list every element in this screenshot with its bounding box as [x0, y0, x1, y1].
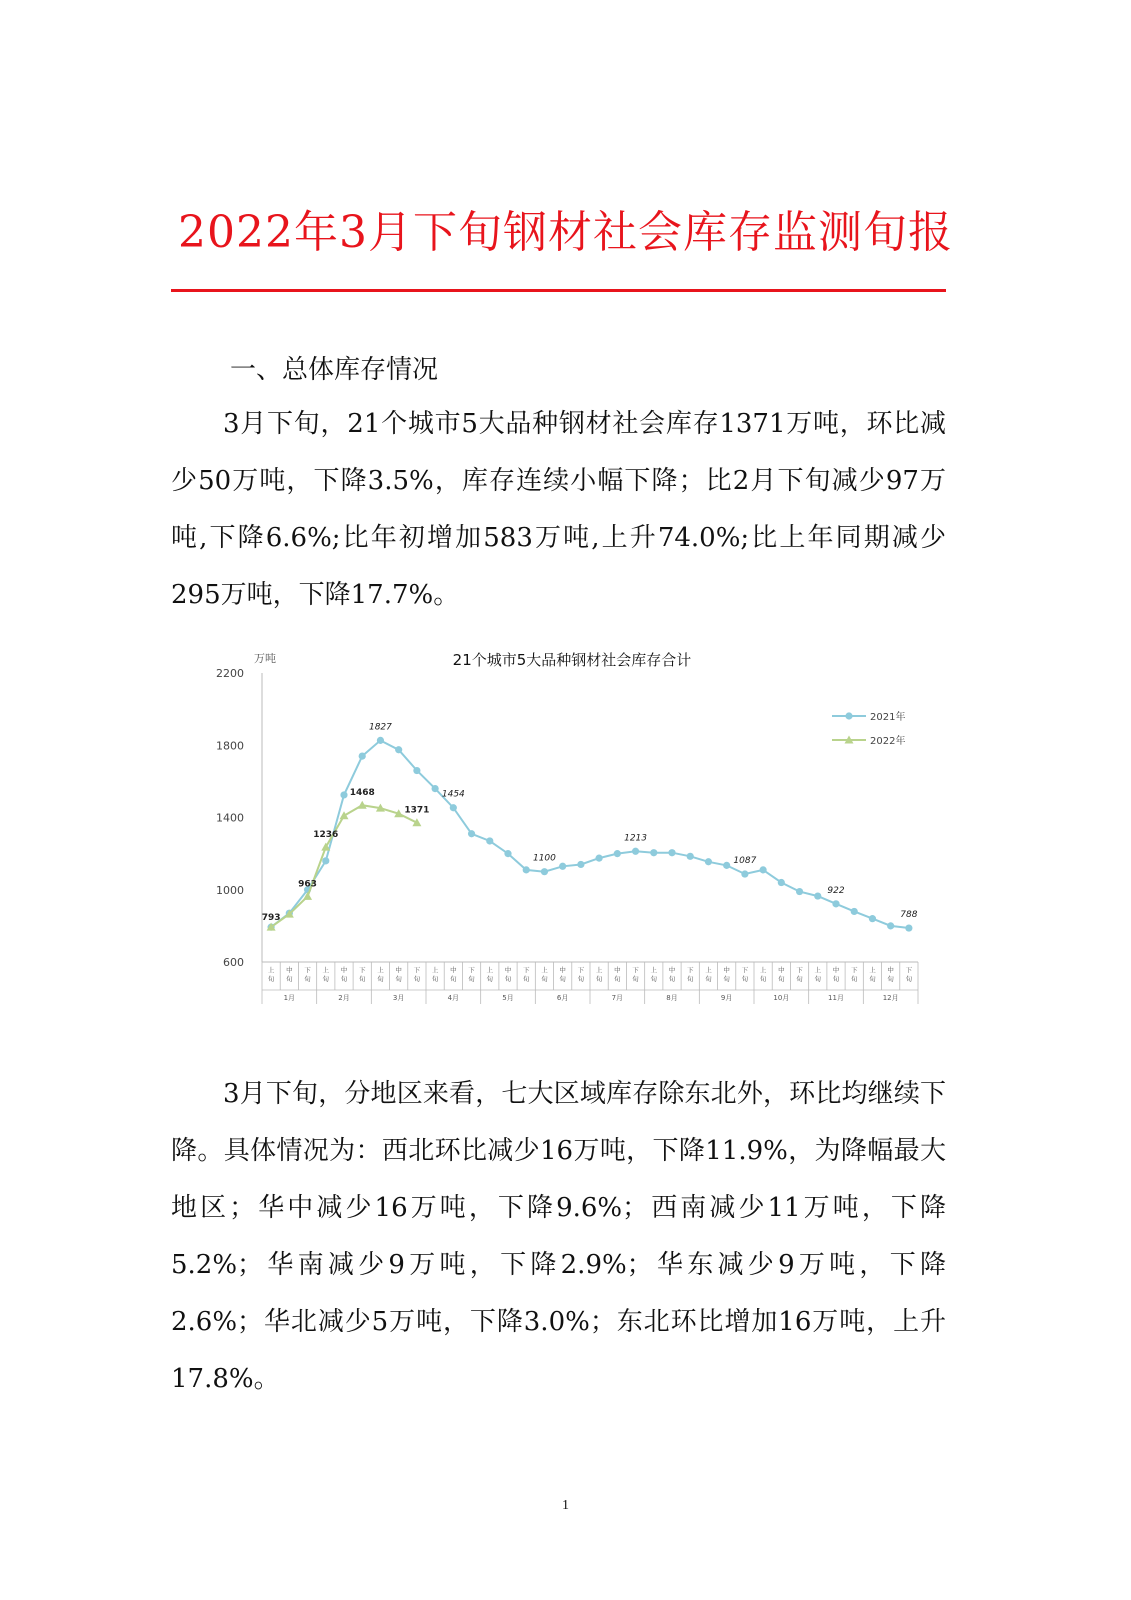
x-tick-label-char2: 旬 [304, 975, 311, 983]
x-tick-label-char1: 下 [468, 966, 475, 974]
x-tick-label-char1: 上 [705, 966, 712, 974]
data-point-2021 [450, 804, 457, 811]
x-tick-label-char2: 旬 [632, 975, 639, 983]
month-label: 1月 [283, 994, 296, 1002]
x-tick-label-char2: 旬 [723, 975, 730, 983]
x-tick-label-char2: 旬 [413, 975, 421, 983]
data-point-2021 [796, 888, 803, 895]
data-label: 1371 [404, 805, 430, 816]
x-tick-label-char1: 上 [814, 966, 822, 974]
data-label: 1087 [733, 856, 757, 867]
x-tick-label-char1: 上 [486, 966, 494, 974]
data-point-2021 [851, 908, 858, 915]
data-label: 793 [261, 913, 281, 924]
month-label: 6月 [556, 994, 569, 1002]
x-tick-label-char1: 上 [377, 966, 384, 974]
month-label: 9月 [720, 994, 733, 1002]
data-point-2021 [468, 830, 475, 837]
x-tick-label-char1: 中 [723, 966, 730, 974]
data-label: 1454 [441, 789, 465, 800]
month-label: 4月 [447, 994, 460, 1002]
x-tick-label-char2: 旬 [322, 975, 330, 983]
data-label: 922 [827, 885, 845, 896]
month-label: 3月 [392, 994, 405, 1002]
y-tick-label: 1000 [216, 883, 244, 897]
x-tick-label-char1: 下 [686, 966, 694, 974]
x-tick-label-char1: 下 [905, 966, 913, 974]
month-label: 2月 [338, 994, 350, 1002]
x-tick-label-char2: 旬 [377, 975, 384, 983]
x-tick-label-char1: 中 [504, 966, 512, 974]
x-tick-label-char2: 旬 [286, 975, 293, 983]
x-tick-label-char2: 旬 [905, 975, 913, 983]
data-label: 1236 [313, 830, 339, 841]
data-point-2021 [887, 922, 894, 929]
x-tick-label-char1: 中 [395, 966, 402, 974]
x-tick-label-char1: 中 [614, 966, 621, 974]
data-point-2021 [832, 900, 839, 907]
y-tick-label: 1800 [216, 739, 244, 753]
x-tick-label-char2: 旬 [577, 975, 585, 983]
x-tick-label-char1: 下 [413, 966, 421, 974]
data-point-2021 [577, 861, 584, 868]
data-point-2021 [778, 879, 785, 886]
data-label: 1468 [349, 788, 375, 799]
x-tick-label-char2: 旬 [741, 975, 749, 983]
x-tick-label-char1: 上 [322, 966, 330, 974]
data-point-2021 [814, 892, 821, 899]
summary-paragraph: 3月下旬，21个城市5大品种钢材社会库存1371万吨，环比减少50万吨，下降3.5%，库存连续小幅下降；比2月下旬减少97万吨,下降6.6%;比年初增加583万吨,上升74.0%;比上年同期减少295万吨，下降17.7%。 [171, 409, 946, 610]
x-tick-label-char1: 上 [650, 966, 658, 974]
legend-label: 2022年 [870, 736, 906, 747]
x-tick-label-char2: 旬 [450, 975, 457, 983]
chart-title: 21个城市5大品种钢材社会库存合计 [452, 651, 692, 669]
data-label: 1100 [532, 853, 556, 864]
data-point-2021 [413, 767, 420, 774]
regional-paragraph: 3月下旬，分地区来看，七大区域库存除东北外，环比均继续下降。具体情况为：西北环比减少16万吨，下降11.9%，为降幅最大地区；华中减少16万吨，下降9.6%；西南减少11万吨，下降5.2%；华南减少9万吨，下降2.9%；华东减少9万吨，下降2.6%；华北减少5万吨，下降3.0%；东北环比增加16万吨，上升17.8%。 [171, 1079, 946, 1394]
x-tick-label-char2: 旬 [486, 975, 494, 983]
x-tick-label-char2: 旬 [668, 975, 676, 983]
x-tick-label-char1: 上 [759, 966, 767, 974]
page-number: 1 [562, 1498, 569, 1513]
data-point-2021 [614, 850, 621, 857]
x-tick-label-char1: 上 [595, 966, 603, 974]
data-label: 963 [298, 879, 317, 890]
x-tick-label-char1: 中 [340, 966, 348, 974]
x-tick-label-char1: 上 [869, 966, 876, 974]
month-label: 12月 [882, 994, 899, 1002]
section-heading: 一、总体库存情况 [230, 355, 439, 385]
x-tick-label-char1: 中 [668, 966, 676, 974]
x-tick-label-char1: 下 [850, 966, 858, 974]
x-tick-label-char2: 旬 [395, 975, 402, 983]
x-tick-label-char1: 中 [559, 966, 566, 974]
x-tick-label-char2: 旬 [468, 975, 475, 983]
x-tick-label-char1: 中 [778, 966, 785, 974]
y-tick-label: 600 [223, 956, 244, 969]
data-point-2021 [432, 785, 439, 792]
x-tick-label-char1: 上 [541, 966, 548, 974]
x-tick-label-char1: 下 [741, 966, 749, 974]
x-tick-label-char1: 下 [358, 966, 366, 974]
y-axis-unit-label: 万吨 [254, 652, 276, 665]
y-tick-label: 1400 [216, 811, 244, 825]
x-tick-label-char2: 旬 [705, 975, 712, 983]
data-point-2021 [322, 857, 329, 864]
data-point-2021 [377, 737, 384, 744]
x-tick-label-char1: 中 [450, 966, 457, 974]
data-point-2021 [687, 853, 694, 860]
data-point-2021 [504, 850, 511, 857]
x-tick-label-char2: 旬 [595, 975, 603, 983]
data-point-2021 [869, 915, 876, 922]
data-point-2021 [650, 849, 657, 856]
x-tick-label-char2: 旬 [504, 975, 512, 983]
data-point-2021 [486, 837, 493, 844]
x-tick-label-char2: 旬 [759, 975, 767, 983]
x-tick-label-char1: 下 [577, 966, 585, 974]
data-point-2021 [395, 746, 402, 753]
x-tick-label-char2: 旬 [614, 975, 621, 983]
x-tick-label-char1: 中 [832, 966, 840, 974]
x-tick-label-char2: 旬 [814, 975, 822, 983]
x-tick-label-char1: 下 [796, 966, 803, 974]
x-tick-label-char1: 上 [431, 966, 439, 974]
report-title: 2022年3月下旬钢材社会库存监测旬报 [178, 207, 953, 258]
data-point-2021 [523, 866, 530, 873]
data-label: 788 [900, 910, 918, 921]
data-point-2021 [723, 862, 730, 869]
x-tick-label-char2: 旬 [559, 975, 566, 983]
data-point-2022 [340, 811, 349, 819]
x-tick-label-char2: 旬 [850, 975, 858, 983]
legend-label: 2021年 [870, 712, 906, 723]
x-tick-label-char2: 旬 [541, 975, 548, 983]
x-tick-label-char2: 旬 [887, 975, 894, 983]
data-label: 1827 [368, 722, 392, 733]
data-point-2021 [905, 924, 912, 931]
month-label: 11月 [828, 994, 844, 1002]
inventory-line-chart [200, 640, 940, 1010]
series-line-1 [271, 740, 909, 928]
x-tick-label-char2: 旬 [650, 975, 658, 983]
x-tick-label-char2: 旬 [832, 975, 840, 983]
data-point-2021 [760, 866, 767, 873]
title-divider [171, 289, 946, 292]
x-tick-label-char1: 上 [267, 966, 275, 974]
x-tick-label-char1: 下 [304, 966, 311, 974]
data-point-2021 [741, 870, 748, 877]
x-tick-label-char2: 旬 [522, 975, 530, 983]
x-tick-label-char1: 下 [632, 966, 639, 974]
x-tick-label-char1: 下 [522, 966, 530, 974]
data-point-2021 [559, 863, 566, 870]
data-point-2021 [359, 752, 366, 759]
data-point-2021 [541, 868, 548, 875]
data-point-2021 [340, 791, 347, 798]
data-label: 1213 [624, 833, 648, 844]
x-tick-label-char2: 旬 [869, 975, 876, 983]
x-tick-label-char1: 中 [286, 966, 293, 974]
x-tick-label-char2: 旬 [431, 975, 439, 983]
month-label: 7月 [611, 994, 624, 1002]
month-label: 5月 [502, 994, 514, 1002]
data-point-2021 [668, 849, 675, 856]
month-label: 10月 [773, 994, 790, 1002]
data-point-2021 [705, 858, 712, 865]
x-tick-label-char2: 旬 [778, 975, 785, 983]
x-tick-label-char2: 旬 [686, 975, 694, 983]
x-tick-label-char2: 旬 [340, 975, 348, 983]
x-tick-label-char2: 旬 [796, 975, 803, 983]
x-tick-label-char2: 旬 [267, 975, 275, 983]
x-tick-label-char2: 旬 [358, 975, 366, 983]
month-label: 8月 [666, 994, 678, 1002]
data-point-2021 [596, 855, 603, 862]
y-tick-label: 2200 [216, 667, 244, 680]
data-point-2021 [632, 848, 639, 855]
legend-marker [845, 712, 852, 719]
x-tick-label-char1: 中 [887, 966, 894, 974]
